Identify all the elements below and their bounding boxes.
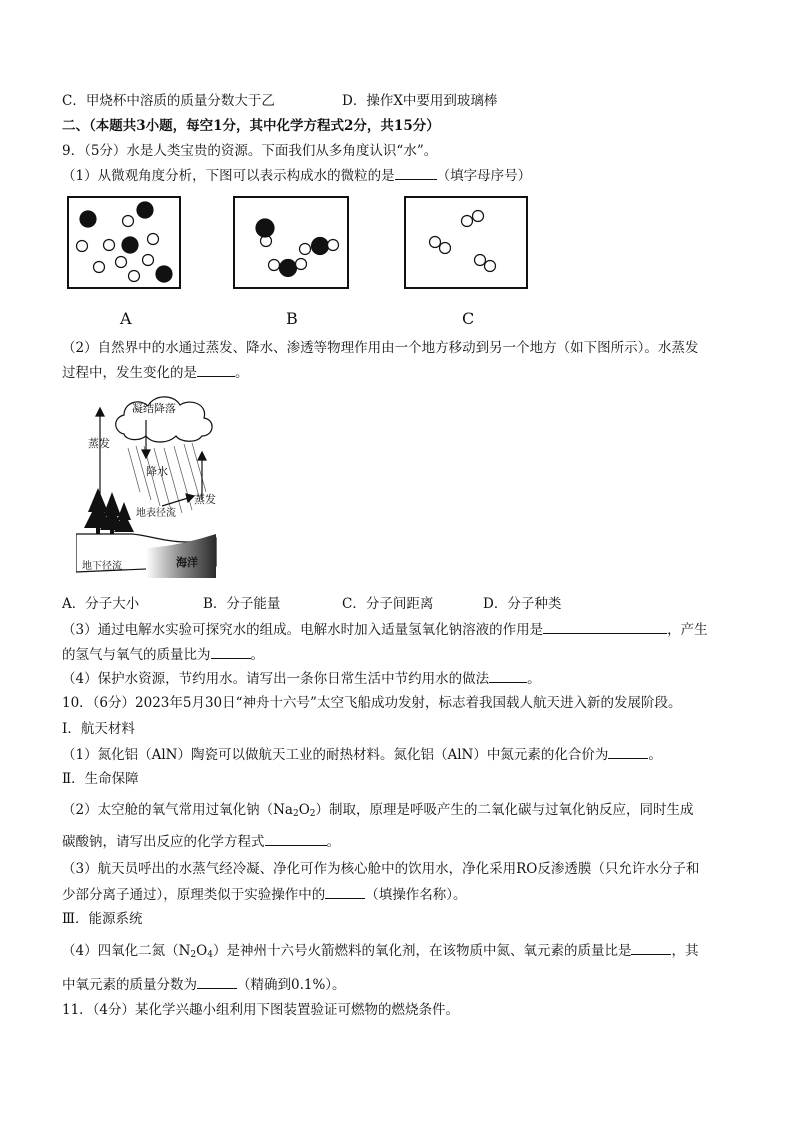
q9-part1 — [62, 166, 531, 185]
subscript: 2 — [190, 950, 197, 960]
particle-box-b — [233, 196, 349, 289]
q11-stem: 11．（4分）某化学兴趣小组利用下图装置验证可燃物的燃烧条件。 — [62, 1002, 460, 1018]
q10-part1 — [62, 745, 662, 764]
q9-part3-text: （3）通过电解水实验可探究水的组成。电解水时加入适量氢氧化钠溶液的作用是 — [62, 622, 544, 638]
q10-part2-line1 — [62, 801, 694, 823]
q10-part3-line1: （3）航天员呼出的水蒸气经冷凝、净化可作为核心舱中的饮用水，净化采用RO反渗透膜（只允许水分子和 — [62, 861, 700, 877]
q9-part2-line1: （2）自然界中的水通过蒸发、降水、渗透等物理作用由一个地方移动到另一个地方（如下图所示）。水蒸发 — [62, 340, 699, 356]
q10-part3-text: 少部分离子通过），原理类似于实验操作中的 — [62, 887, 326, 903]
particle-label-b: B — [286, 309, 298, 328]
q10-part4-end: ，其 — [671, 943, 699, 959]
particle-box-a — [67, 196, 181, 289]
q10-part2-text2: 碳酸钠，请写出反应的化学方程式 — [62, 834, 265, 850]
q10-part2-rest: ）制取，原理是呼吸产生的二氧化碳与过氧化钠反应，同时生成 — [315, 802, 694, 818]
q10-part2-end: 。 — [326, 834, 340, 850]
q9-part4 — [62, 669, 541, 688]
cloud-label: 凝结降落 — [132, 402, 176, 415]
q9-part2-line2 — [62, 363, 249, 382]
subscript: 2 — [292, 809, 299, 819]
q10-part4-line2 — [62, 975, 346, 994]
subscript: 4 — [207, 950, 213, 960]
q10-section-3: Ⅲ．能源系统 — [62, 911, 143, 927]
q9-part2-text: 过程中，发生变化的是 — [62, 365, 197, 381]
option-a: A．分子大小 — [62, 596, 140, 612]
particle-diagram-a — [69, 198, 179, 287]
particle-label-a: A — [120, 309, 132, 328]
evaporation-right-label: 蒸发 — [194, 493, 216, 506]
q10-part3-line2 — [62, 885, 467, 904]
q9-part3-line1 — [62, 620, 708, 639]
section-two-header: 二、（本题共3小题，每空1分，其中化学方程式2分，共15分） — [62, 118, 440, 134]
answer-blank[interactable] — [543, 620, 667, 634]
rain-label: 降水 — [146, 465, 168, 478]
ocean-label: 海洋 — [176, 556, 198, 569]
option-c-prev: C．甲烧杯中溶质的质量分数大于乙 — [62, 93, 275, 109]
particle-diagram-b — [235, 198, 347, 287]
option-d-prev: D．操作Ⅹ中要用到玻璃棒 — [342, 93, 498, 109]
answer-blank[interactable] — [197, 975, 237, 989]
q10-part4-text2: 中氧元素的质量分数为 — [62, 977, 197, 993]
q9-part1-hint: （填字母序号） — [436, 168, 532, 184]
answer-blank[interactable] — [608, 745, 648, 759]
q10-part1-end: 。 — [648, 747, 662, 763]
q10-stem: 10．（6分）2023年5月30日“神舟十六号”太空飞船成功发射，标志着我国载人航天进入新的发展阶段。 — [62, 695, 682, 711]
q9-part1-text: （1）从微观角度分析，下图可以表示构成水的微粒的是 — [62, 168, 395, 184]
answer-blank[interactable] — [395, 166, 437, 180]
q10-part2-text: （2）太空舱的氧气常用过氧化钠（Na — [62, 802, 293, 818]
surface-runoff-label: 地表径流 — [136, 508, 176, 519]
q9-part2-end: 。 — [235, 365, 249, 381]
q10-part4-text: （4）四氧化二氮（N — [62, 943, 191, 959]
q10-part4-end2: （精确到0.1%）。 — [237, 977, 346, 993]
option-c: C．分子间距离 — [342, 596, 434, 612]
q10-part1-text: （1）氮化铝（AlN）陶瓷可以做航天工业的耐热材料。氮化铝（AlN）中氮元素的化合价为 — [62, 747, 609, 763]
subscript: 2 — [309, 809, 316, 819]
particle-box-c — [404, 196, 528, 289]
q10-part2-line2 — [62, 832, 340, 851]
q9-part3-end: ，产生 — [667, 622, 708, 638]
q9-part3-end2: 。 — [250, 647, 264, 663]
q10-section-1: Ⅰ．航天材料 — [62, 721, 135, 737]
answer-blank[interactable] — [211, 645, 251, 659]
q9-stem: 9．（5分）水是人类宝贵的资源。下面我们从多角度认识“水”。 — [62, 143, 438, 159]
answer-blank[interactable] — [325, 885, 365, 899]
q10-part4-line1 — [62, 941, 698, 964]
particle-label-c: C — [462, 309, 475, 328]
q10-section-2: Ⅱ．生命保障 — [62, 771, 139, 787]
option-b: B．分子能量 — [203, 596, 281, 612]
formula-o: O — [196, 943, 208, 959]
answer-blank[interactable] — [265, 832, 327, 846]
answer-blank[interactable] — [197, 363, 235, 377]
particle-diagram-c — [406, 198, 526, 287]
q9-part4-end: 。 — [527, 671, 541, 687]
q9-part3-line2 — [62, 645, 264, 664]
option-d: D．分子种类 — [483, 596, 562, 612]
answer-blank[interactable] — [631, 941, 671, 955]
underground-runoff-label: 地下径流 — [82, 561, 122, 572]
q9-part3-text2: 的氢气与氧气的质量比为 — [62, 647, 211, 663]
q10-part4-mid: ）是神州十六号火箭燃料的氧化剂，在该物质中氮、氧元素的质量比是 — [212, 943, 632, 959]
water-cycle-diagram — [76, 388, 226, 584]
q9-part4-text: （4）保护水资源，节约用水。请写出一条你日常生活中节约用水的做法 — [62, 671, 490, 687]
answer-blank[interactable] — [489, 669, 527, 683]
q10-part3-end: （填操作名称）。 — [365, 887, 467, 903]
formula-o: O — [298, 802, 310, 818]
evaporation-left-label: 蒸发 — [88, 437, 110, 450]
